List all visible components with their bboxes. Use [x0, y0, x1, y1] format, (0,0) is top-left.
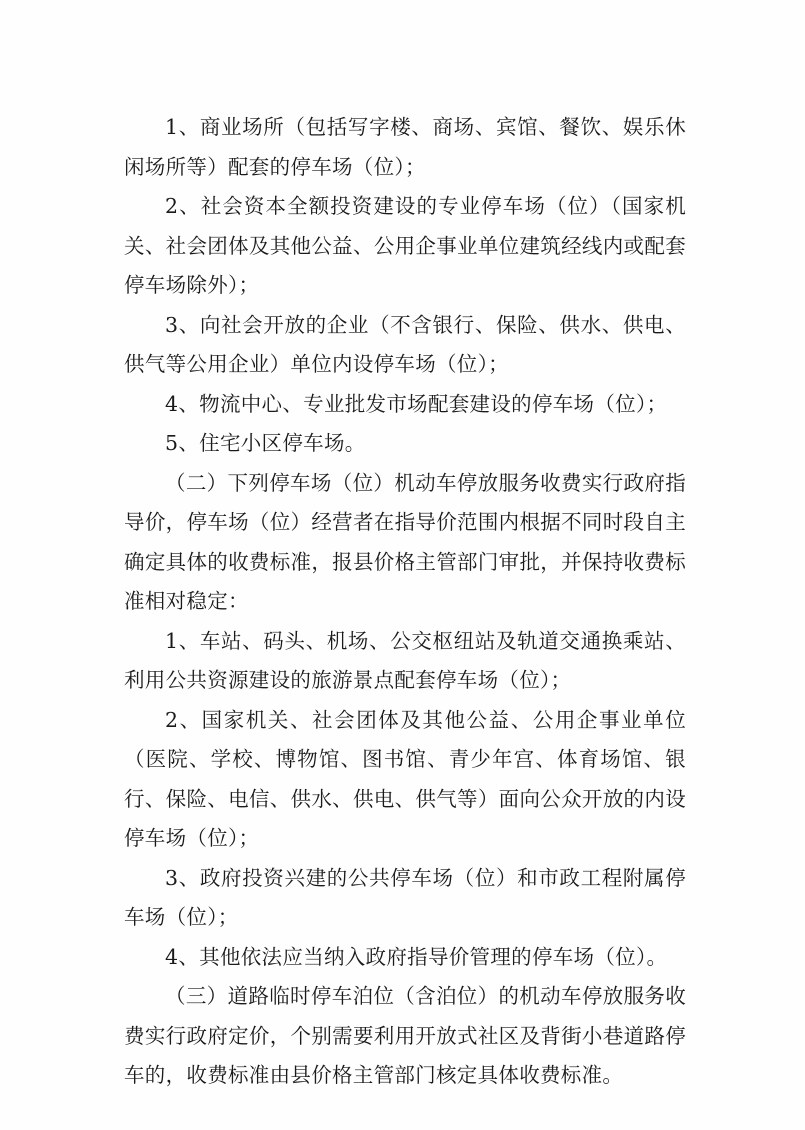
- paragraph-transport-hub-parking: 1、车站、码头、机场、公交枢纽站及轨道交通换乘站、利用公共资源建设的旅游景点配套停车场（位）；: [124, 628, 686, 692]
- paragraph-enterprise-parking: 3、向社会开放的企业（不含银行、保险、供水、供电、供气等公用企业）单位内设停车场（位）；: [124, 312, 686, 376]
- paragraph-commercial-parking: 1、商业场所（包括写字楼、商场、宾馆、餐饮、娱乐休闲场所等）配套的停车场（位）；: [124, 115, 686, 179]
- paragraph-section-two-guidance-price: （二）下列停车场（位）机动车停放服务收费实行政府指导价，停车场（位）经营者在指导价范围内根据不同时段自主确定具体的收费标准，报县价格主管部门审批，并保持收费标准相对稳定：: [124, 470, 686, 613]
- paragraph-private-capital-parking: 2、社会资本全额投资建设的专业停车场（位）（国家机关、社会团体及其他公益、公用企事业单位建筑经线内或配套停车场除外）；: [124, 194, 686, 297]
- paragraph-other-guidance-parking: 4、其他依法应当纳入政府指导价管理的停车场（位）。: [165, 944, 668, 969]
- paragraph-logistics-parking: 4、物流中心、专业批发市场配套建设的停车场（位）；: [165, 391, 668, 416]
- paragraph-public-institution-parking: 2、国家机关、社会团体及其他公益、公用企事业单位（医院、学校、博物馆、图书馆、青少年宫、体育场馆、银行、保险、电信、供水、供电、供气等）面向公众开放的内设停车场（位）；: [124, 707, 686, 850]
- paragraph-residential-parking: 5、住宅小区停车场。: [165, 431, 366, 455]
- document-body: [124, 108, 686, 1096]
- paragraph-section-three-road-parking: （三）道路临时停车泊位（含泊位）的机动车停放服务收费实行政府定价，个别需要利用开放式社区及背街小巷道路停车的，收费标准由县价格主管部门核定具体收费标准。: [124, 984, 686, 1087]
- paragraph-government-public-parking: 3、政府投资兴建的公共停车场（位）和市政工程附属停车场（位）；: [124, 865, 686, 929]
